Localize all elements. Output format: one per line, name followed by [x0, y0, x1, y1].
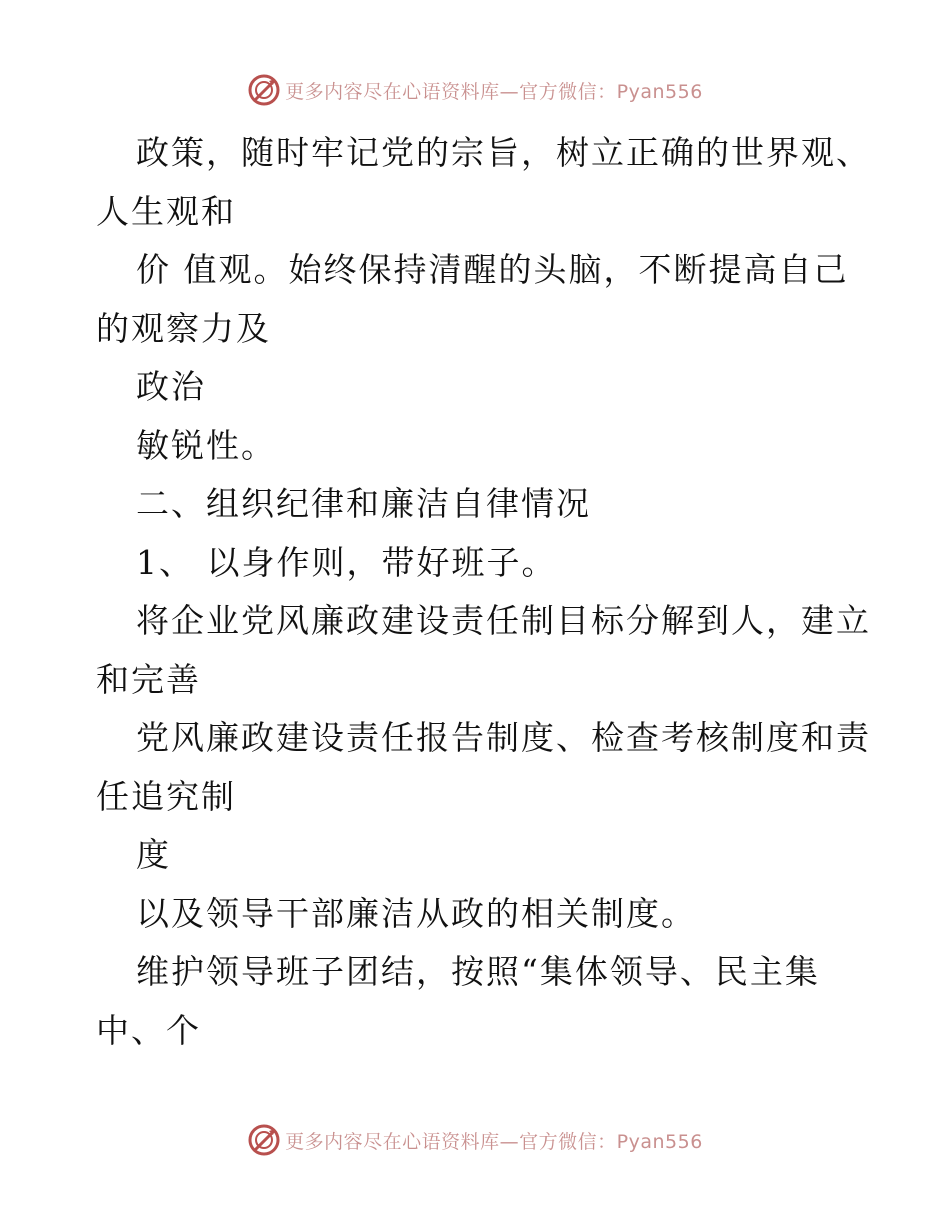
text-line: 维护领导班子团结，按照“集体领导、民主集 — [136, 952, 820, 991]
text-line: 的观察力及 — [96, 308, 271, 348]
text-line: 价 值观。始终保持清醒的头脑，不断提高自己 — [136, 250, 849, 289]
text-line: 中、个 — [96, 1010, 201, 1050]
text-line: 将企业党风廉政建设责任制目标分解到人，建立 — [136, 601, 871, 640]
text-line: 任追究制 — [96, 776, 236, 816]
section-heading: 二、组织纪律和廉洁自律情况 — [136, 484, 591, 523]
text-line: 敏锐性。 — [136, 425, 276, 465]
text-line: 和完善 — [96, 659, 201, 699]
footer-banner — [0, 1120, 950, 1160]
footer-banner-text: 更多内容尽在心语资料库—官方微信：Pyan556 — [285, 1130, 703, 1153]
text-line: 人生观和 — [96, 191, 236, 231]
stamp-logo-icon — [247, 1123, 281, 1157]
document-body — [96, 124, 871, 1060]
text-line: 度 — [136, 835, 171, 874]
stamp-logo-icon — [247, 73, 281, 107]
header-banner-text: 更多内容尽在心语资料库—官方微信：Pyan556 — [285, 80, 703, 103]
text-line: 政治 — [136, 367, 206, 406]
text-line: 政策，随时牢记党的宗旨，树立正确的世界观、 — [136, 133, 871, 172]
text-line: 以及领导干部廉洁从政的相关制度。 — [136, 893, 696, 933]
header-banner — [0, 70, 950, 110]
text-line: 党风廉政建设责任报告制度、检查考核制度和责 — [136, 718, 871, 757]
subsection-heading: 1、 以身作则，带好班子。 — [136, 542, 557, 582]
